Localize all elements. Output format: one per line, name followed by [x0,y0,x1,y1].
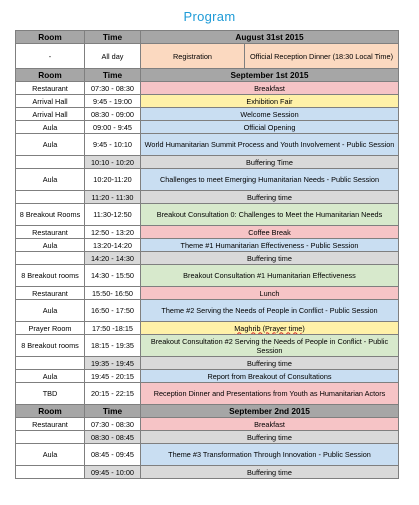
table-row [16,383,399,405]
event-cell: Registration [141,44,245,69]
time-cell: 07:30 - 08:30 [85,82,141,95]
event-cell: Breakout Consultation #2 Serving the Needs of People in Conflict - Public Session [141,335,399,357]
day-date-header: September 2nd 2015 [141,405,399,418]
time-cell: 14:20 - 14:30 [85,252,141,265]
room-cell: 8 Breakout rooms [16,265,85,287]
time-cell: 10:20-11:20 [85,169,141,191]
table-row [16,156,399,169]
event-cell: Theme #1 Humanitarian Effectiveness - Public Session [141,239,399,252]
table-row [16,466,399,479]
time-cell: 19:45 - 20:15 [85,370,141,383]
table-row [16,191,399,204]
event-cell: World Humanitarian Summit Process and Youth Involvement - Public Session [141,134,399,156]
room-cell: Aula [16,239,85,252]
time-cell: 14:30 - 15:50 [85,265,141,287]
table-row [16,95,399,108]
room-cell [16,466,85,479]
table-row [16,265,399,287]
time-cell: 11:20 - 11:30 [85,191,141,204]
room-cell: Restaurant [16,82,85,95]
room-cell: 8 Breakout Rooms [16,204,85,226]
event-cell: Official Reception Dinner (18:30 Local Time) [245,44,399,69]
time-cell: 18:15 - 19:35 [85,335,141,357]
table-row [16,108,399,121]
table-row [16,134,399,156]
time-cell: 16:50 - 17:50 [85,300,141,322]
table-row [16,169,399,191]
time-cell: 12:50 - 13:20 [85,226,141,239]
event-cell: Theme #2 Serving the Needs of People in Conflict - Public Session [141,300,399,322]
room-cell: Restaurant [16,226,85,239]
event-cell: Buffering Time [141,156,399,169]
event-cell: Breakout Consultation 0: Challenges to Meet the Humanitarian Needs [141,204,399,226]
room-cell [16,191,85,204]
room-cell: Prayer Room [16,322,85,335]
room-cell: Aula [16,121,85,134]
table-row [16,121,399,134]
room-cell: Arrival Hall [16,108,85,121]
event-cell: Lunch [141,287,399,300]
time-cell: 09:00 - 9:45 [85,121,141,134]
time-cell: 19:35 - 19:45 [85,357,141,370]
room-cell: Aula [16,370,85,383]
time-cell: 10:10 - 10:20 [85,156,141,169]
table-row [16,418,399,431]
table-row [16,322,399,335]
room-cell [16,431,85,444]
time-header: Time [85,405,141,418]
event-cell: Buffering time [141,466,399,479]
event-cell: Reception Dinner and Presentations from Youth as Humanitarian Actors [141,383,399,405]
table-row [16,204,399,226]
room-cell: Aula [16,134,85,156]
event-cell: Welcome Session [141,108,399,121]
time-cell: 09:45 - 10:00 [85,466,141,479]
table-row [16,239,399,252]
time-cell: 08:30 - 08:45 [85,431,141,444]
room-cell: Restaurant [16,287,85,300]
time-cell: 15:50- 16:50 [85,287,141,300]
event-cell: Buffering time [141,431,399,444]
program-title: Program [183,9,236,24]
event-cell: Report from Breakout of Consultations [141,370,399,383]
time-header: Time [85,69,141,82]
room-cell: Restaurant [16,418,85,431]
event-cell: Exhibition Fair [141,95,399,108]
time-cell: 08:30 - 09:00 [85,108,141,121]
table-row [16,370,399,383]
event-cell: Buffering time [141,357,399,370]
table-row [16,300,399,322]
table-row [16,431,399,444]
event-cell: Maghrib (Prayer time) [141,322,399,335]
room-cell: Arrival Hall [16,95,85,108]
room-cell: TBD [16,383,85,405]
event-cell: Breakfast [141,418,399,431]
event-cell: Theme #3 Transformation Through Innovation - Public Session [141,444,399,466]
event-cell: Buffering time [141,252,399,265]
event-cell: Coffee Break [141,226,399,239]
room-header: Room [16,69,85,82]
time-cell: 9:45 - 10:10 [85,134,141,156]
event-cell: Buffering time [141,191,399,204]
day-header-row [16,31,399,44]
event-cell: Breakout Consultation #1 Humanitarian Effectiveness [141,265,399,287]
room-cell: - [16,44,85,69]
room-cell: Aula [16,300,85,322]
time-header: Time [85,31,141,44]
time-cell: 9:45 - 19:00 [85,95,141,108]
time-cell: All day [85,44,141,69]
event-cell: Challenges to meet Emerging Humanitarian Needs - Public Session [141,169,399,191]
table-row [16,82,399,95]
time-cell: 11:30-12:50 [85,204,141,226]
table-row [16,226,399,239]
table-row [16,44,399,69]
time-cell: 20:15 - 22:15 [85,383,141,405]
room-cell: Aula [16,169,85,191]
program-table [15,30,399,479]
time-cell: 17:50 -18:15 [85,322,141,335]
table-row [16,444,399,466]
event-cell: Official Opening [141,121,399,134]
time-cell: 08:45 - 09:45 [85,444,141,466]
room-header: Room [16,405,85,418]
room-header: Room [16,31,85,44]
room-cell [16,156,85,169]
event-cell: Breakfast [141,82,399,95]
day-date-header: August 31st 2015 [141,31,399,44]
day-header-row [16,69,399,82]
table-row [16,287,399,300]
table-row [16,357,399,370]
table-row [16,252,399,265]
time-cell: 13:20-14:20 [85,239,141,252]
room-cell [16,252,85,265]
day-header-row [16,405,399,418]
room-cell: 8 Breakout rooms [16,335,85,357]
room-cell [16,357,85,370]
time-cell: 07:30 - 08:30 [85,418,141,431]
table-row [16,335,399,357]
day-date-header: September 1st 2015 [141,69,399,82]
room-cell: Aula [16,444,85,466]
